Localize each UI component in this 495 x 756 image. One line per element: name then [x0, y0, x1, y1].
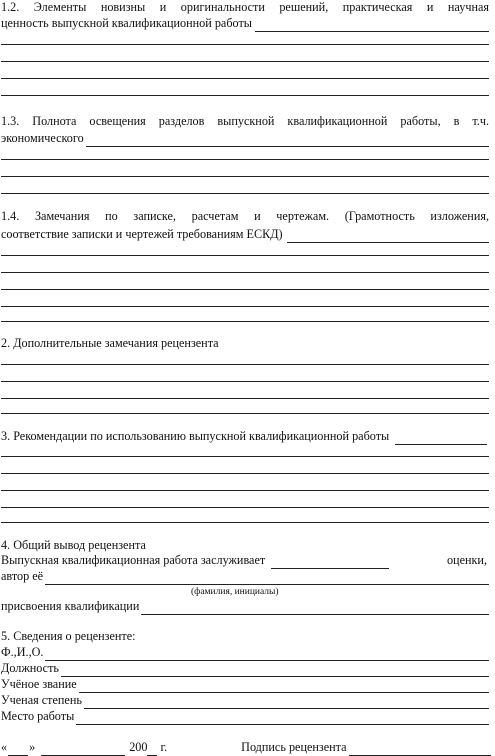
- reviewer-field-name: [1, 645, 489, 661]
- reviewer-field-title: [1, 677, 489, 693]
- qualification-label: присвоения квалификации: [1, 599, 140, 613]
- blank-line[interactable]: [1, 507, 489, 508]
- month-fill-line[interactable]: [41, 744, 125, 756]
- section-1-2-line2: [1, 16, 489, 32]
- field-label: Ученая степень: [1, 693, 82, 707]
- section-1-2-label: ценность выпускной квалификационной работы: [1, 16, 252, 30]
- quote-close: »: [29, 740, 36, 754]
- blank-line[interactable]: [1, 381, 489, 382]
- blank-line[interactable]: [1, 321, 489, 322]
- reviewer-field-workplace: [1, 709, 489, 725]
- blank-line[interactable]: [1, 456, 489, 457]
- signature-fill-line[interactable]: [349, 744, 491, 756]
- section-1-2-fill-line[interactable]: [255, 20, 489, 32]
- author-row: [1, 569, 489, 585]
- grade-label: Выпускная квалификационная работа заслуживает: [1, 553, 266, 567]
- section-1-3-fill-line[interactable]: [86, 135, 489, 147]
- section-4-heading: 4. Общий вывод рецензента: [1, 538, 146, 552]
- degree-fill-line[interactable]: [84, 697, 489, 709]
- workplace-fill-line[interactable]: [76, 713, 489, 725]
- grade-fill-line[interactable]: [271, 557, 389, 569]
- blank-line[interactable]: [1, 473, 489, 474]
- blank-line[interactable]: [1, 44, 489, 45]
- blank-line[interactable]: [1, 289, 489, 290]
- year-fill-line[interactable]: [147, 744, 157, 756]
- day-fill-line[interactable]: [8, 744, 28, 756]
- title-fill-line[interactable]: [79, 681, 489, 693]
- field-label: Место работы: [1, 709, 75, 723]
- name-fill-line[interactable]: [45, 649, 489, 661]
- author-label: автор её: [1, 569, 44, 583]
- section-1-4-label: соответствие записки и чертежей требованиям ЕСКД): [1, 227, 283, 241]
- blank-line[interactable]: [1, 61, 489, 62]
- blank-line[interactable]: [1, 176, 489, 177]
- grade-suffix: оценки,: [446, 553, 487, 567]
- blank-line[interactable]: [1, 193, 489, 194]
- year-prefix: 200: [129, 740, 148, 754]
- blank-line[interactable]: [1, 255, 489, 256]
- reviewer-field-position: [1, 661, 489, 677]
- blank-line[interactable]: [1, 306, 489, 307]
- blank-line[interactable]: [1, 413, 489, 414]
- section-1-4-fill-line[interactable]: [287, 231, 489, 243]
- section-1-3-label: экономического: [1, 131, 84, 145]
- reviewer-field-degree: [1, 693, 489, 709]
- section-1-4-line2: [1, 227, 489, 243]
- blank-line[interactable]: [1, 95, 489, 96]
- qualification-row: [1, 599, 489, 615]
- section-3-fill-line[interactable]: [395, 433, 487, 445]
- author-note: (фамилия, инициалы): [191, 587, 279, 597]
- blank-line[interactable]: [1, 159, 489, 160]
- signature-label: Подпись рецензента: [241, 740, 347, 754]
- blank-line[interactable]: [1, 272, 489, 273]
- qualification-fill-line[interactable]: [141, 603, 489, 615]
- section-1-4-line1: 1.4. Замечания по записке, расчетам и чертежам. (Грамотность изложения,: [1, 209, 489, 223]
- blank-line[interactable]: [1, 364, 489, 365]
- field-label: Ф.,И.,О.: [1, 645, 44, 659]
- field-label: Должность: [1, 661, 59, 675]
- section-3-heading: 3. Рекомендации по использованию выпускной квалификационной работы: [1, 429, 390, 443]
- blank-line[interactable]: [1, 522, 489, 523]
- year-suffix: г.: [160, 740, 168, 754]
- section-4-grade-row: [1, 553, 487, 569]
- section-1-2-line1: 1.2. Элементы новизны и оригинальности решений, практическая и научная: [1, 0, 489, 14]
- section-2-heading: 2. Дополнительные замечания рецензента: [1, 336, 219, 350]
- position-fill-line[interactable]: [61, 665, 489, 677]
- blank-line[interactable]: [1, 398, 489, 399]
- blank-line[interactable]: [1, 78, 489, 79]
- section-3-line: [1, 429, 487, 445]
- author-fill-line[interactable]: [45, 573, 489, 585]
- field-label: Учёное звание: [1, 677, 77, 691]
- quote-open: «: [1, 740, 8, 754]
- section-5-heading: 5. Сведения о рецензенте:: [1, 629, 136, 643]
- section-1-3-line1: 1.3. Полнота освещения разделов выпускной квалификационной работы, в т.ч.: [1, 114, 489, 128]
- section-1-3-line2: [1, 131, 489, 147]
- footer-row: [1, 740, 491, 756]
- blank-line[interactable]: [1, 490, 489, 491]
